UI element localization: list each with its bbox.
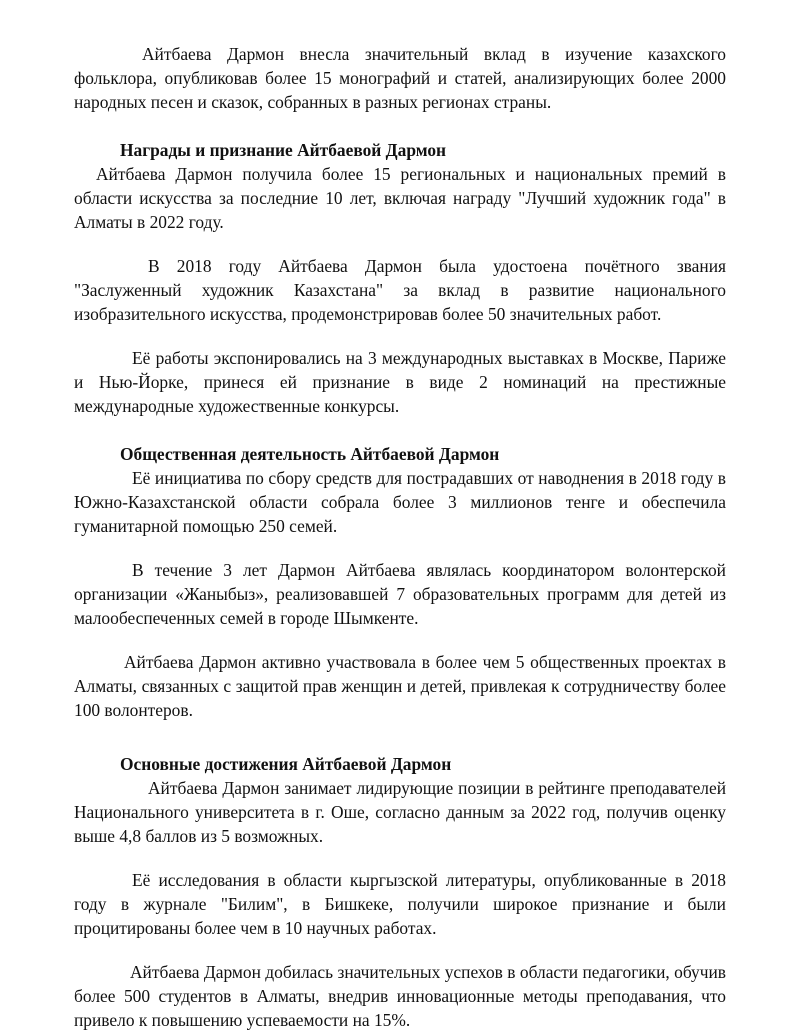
social-paragraph-2: В течение 3 лет Дармон Айтбаева являлась координатором волонтерской организации «Жаныбыз», реализовавшей 7 образовательных программ для детей из малообеспеченных семей в городе Шымкенте. [74, 560, 726, 628]
awards-paragraph-2: В 2018 году Айтбаева Дармон была удостоена почётного звания "Заслуженный художник Казахстана" за вклад в развитие национального изобразительного искусства, продемонстрировав более 50 значительных работ. [74, 256, 726, 324]
awards-paragraph-1: Айтбаева Дармон получила более 15 региональных и национальных премий в области искусства за последние 10 лет, включая награду "Лучший художник года" в Алматы в 2022 году. [74, 164, 726, 232]
document-page [74, 42, 726, 1032]
social-paragraph-3: Айтбаева Дармон активно участвовала в более чем 5 общественных проектах в Алматы, связанных с защитой прав женщин и детей, привлекая к сотрудничеству более 100 волонтеров. [74, 652, 726, 720]
section-heading-achievements: Основные достижения Айтбаевой Дармон [120, 754, 452, 774]
achievements-paragraph-3: Айтбаева Дармон добилась значительных успехов в области педагогики, обучив более 500 студентов в Алматы, внедрив инновационные методы преподавания, что привело к повышению успеваемости на 15%. [74, 962, 726, 1030]
section-heading-awards: Награды и признание Айтбаевой Дармон [120, 140, 447, 160]
awards-paragraph-3: Её работы экспонировались на 3 международных выставках в Москве, Париже и Нью-Йорке, принеся ей признание в виде 2 номинаций на престижные международные художественные конкурсы. [74, 348, 726, 416]
achievements-paragraph-1: Айтбаева Дармон занимает лидирующие позиции в рейтинге преподавателей Национального университета в г. Оше, согласно данным за 2022 год, получив оценку выше 4,8 баллов из 5 возможных. [74, 778, 726, 846]
section-heading-social: Общественная деятельность Айтбаевой Дармон [120, 444, 500, 464]
social-paragraph-1: Её инициатива по сбору средств для пострадавших от наводнения в 2018 году в Южно-Казахстанской области собрала более 3 миллионов тенге и обеспечила гуманитарной помощью 250 семей. [74, 468, 726, 536]
intro-paragraph: Айтбаева Дармон внесла значительный вклад в изучение казахского фольклора, опубликовав более 15 монографий и статей, анализирующих более 2000 народных песен и сказок, собранных в разных регионах страны. [74, 44, 726, 112]
achievements-paragraph-2: Её исследования в области кыргызской литературы, опубликованные в 2018 году в журнале "Билим", в Бишкеке, получили широкое признание и были процитированы более чем в 10 научных работах. [74, 870, 726, 938]
